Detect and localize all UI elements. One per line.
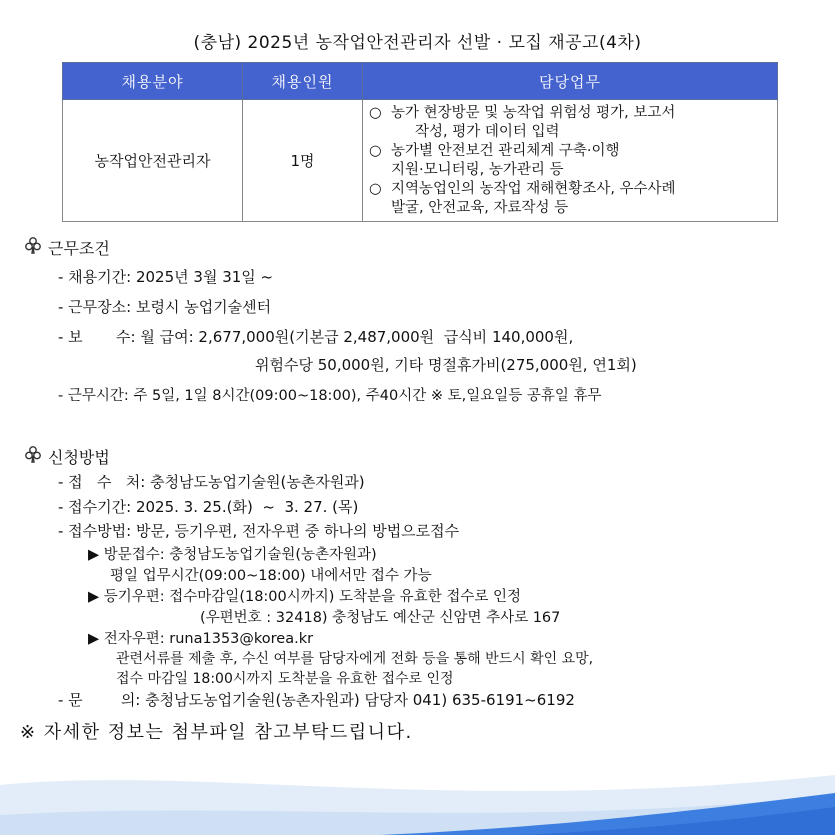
header-duties: 담당업무: [363, 63, 778, 100]
duty-item: [369, 142, 771, 180]
apply-heading: 신청방법: [48, 448, 110, 467]
apply-line-method: - 접수방법: 방문, 등기우편, 전자우편 중 하나의 방법으로접수: [58, 522, 460, 540]
club-icon: [24, 445, 48, 467]
header-field: 채용분야: [63, 63, 243, 100]
apply-email-detail: 접수 마감일 18:00시까지 도착분을 유효한 접수로 인정: [116, 671, 454, 687]
work-line-pay-cont: 위험수당 50,000원, 기타 명절휴가비(275,000원, 연1회): [255, 356, 637, 374]
header-count: 채용인원: [243, 63, 363, 100]
apply-email: ▶ 전자우편: runa1353@korea.kr: [88, 631, 314, 647]
duty-item: [369, 104, 771, 142]
work-section-heading: [24, 236, 110, 259]
decorative-wave: [0, 755, 835, 835]
apply-visit: ▶ 방문접수: 충청남도농업기술원(농촌자원과): [88, 547, 377, 563]
apply-line-office: - 접 수 처: 충청남도농업기술원(농촌자원과): [58, 473, 365, 491]
duty-item: [369, 180, 771, 218]
recruitment-table: [62, 62, 778, 222]
apply-contact: - 문 의: 충청남도농업기술원(농촌자원과) 담당자 041) 635-6191~6192: [58, 691, 575, 709]
work-line-place: - 근무장소: 보령시 농업기술센터: [58, 298, 272, 316]
page-title: (충남) 2025년 농작업안전관리자 선발 · 모집 재공고(4차): [193, 33, 642, 53]
duty-line: 농가별 안전보건 관리체계 구축·이행: [391, 142, 620, 159]
count-cell: 1명: [243, 100, 363, 222]
circle-bullet: ○: [369, 142, 382, 159]
work-line-hours: - 근무시간: 주 5일, 1일 8시간(09:00~18:00), 주40시간 ※ 토,일요일등 공휴일 휴무: [58, 388, 602, 404]
table-row: [63, 100, 778, 222]
attachment-note: ※ 자세한 정보는 첨부파일 참고부탁드립니다.: [20, 722, 413, 743]
duty-line: 작성, 평가 데이터 입력: [415, 123, 560, 140]
duty-line: 지원·모니터링, 농가관리 등: [391, 161, 564, 178]
circle-bullet: ○: [369, 180, 382, 197]
apply-mail-address: (우편번호 : 32418) 충청남도 예산군 신암면 추사로 167: [200, 610, 561, 626]
apply-section-heading: [24, 445, 110, 468]
duties-cell: [363, 100, 778, 222]
table-header-row: [63, 63, 778, 100]
club-icon: [24, 236, 48, 258]
duty-line: 지역농업인의 농작업 재해현황조사, 우수사례: [391, 180, 676, 197]
work-line-pay: - 보 수: 월 급여: 2,677,000원(기본급 2,487,000원 급식비 140,000원,: [58, 328, 574, 346]
work-heading: 근무조건: [48, 239, 110, 258]
duty-line: 발굴, 안전교육, 자료작성 등: [391, 199, 569, 216]
work-line-period: - 채용기간: 2025년 3월 31일 ~: [58, 268, 274, 286]
field-cell: 농작업안전관리자: [63, 100, 243, 222]
duty-line: 농가 현장방문 및 농작업 위험성 평가, 보고서: [391, 104, 676, 121]
circle-bullet: ○: [369, 104, 382, 121]
apply-mail: ▶ 등기우편: 접수마감일(18:00시까지) 도착분을 유효한 접수로 인정: [88, 589, 521, 605]
apply-email-detail: 관련서류를 제출 후, 수신 여부를 담당자에게 전화 등을 통해 반드시 확인 요망,: [116, 651, 594, 667]
apply-line-period: - 접수기간: 2025. 3. 25.(화) ~ 3. 27. (목): [58, 498, 359, 516]
apply-visit-detail: 평일 업무시간(09:00~18:00) 내에서만 접수 가능: [110, 568, 432, 584]
